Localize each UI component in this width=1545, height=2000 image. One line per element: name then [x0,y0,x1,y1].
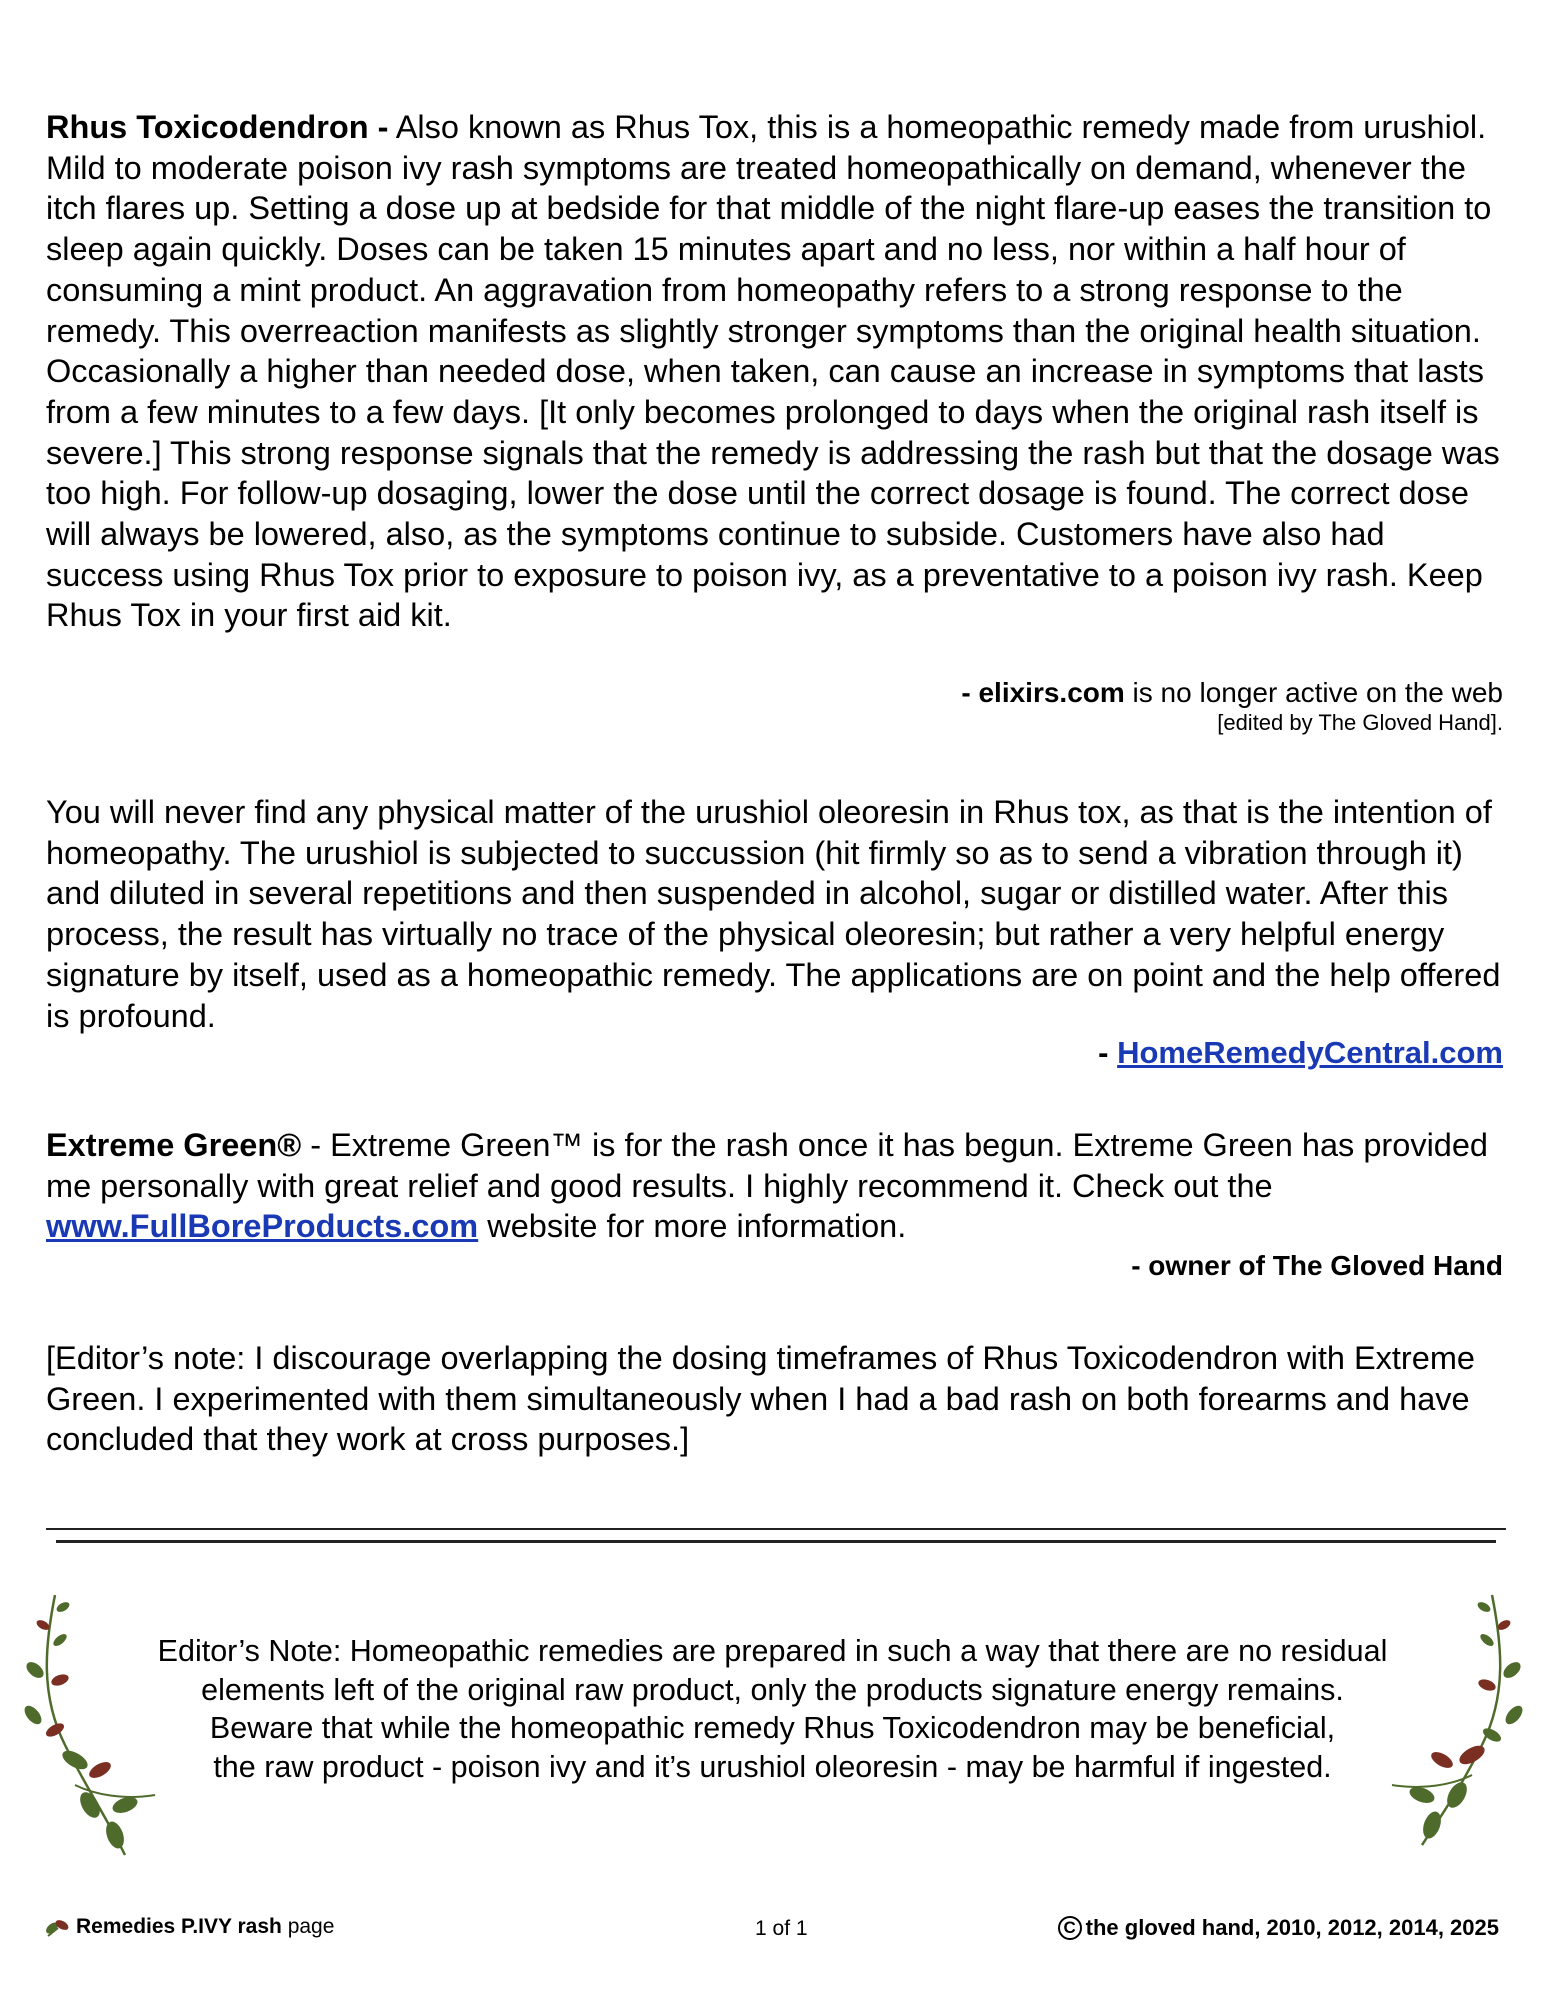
edited-note: [edited by The Gloved Hand]. [1217,710,1503,735]
editor-note-line: elements left of the original raw product, only the products signature energy remains. [201,1672,1344,1707]
editor-bracket-note: [Editor’s note: I discourage overlapping the dosing timeframes of Rhus Toxicodendron with Extreme Green. I experimented with them simultaneously when I had a bad rash on both forearms and have concluded that they work at cross purposes.] [46,1340,1475,1458]
homeremedy-attribution [1098,1034,1503,1072]
extreme-green-text: - Extreme Green™ is for the rash once it has begun. Extreme Green has provided me personally with great relief and good results. I highly recommend it. Check out the [46,1127,1489,1204]
rhus-tox-heading: Rhus Toxicodendron - [46,109,389,145]
editor-note-line: Editor’s Note: Homeopathic remedies are prepared in such a way that there are no residual [157,1634,1388,1668]
divider-line [46,1528,1506,1530]
attribution-dash: - [1098,1035,1118,1070]
editor-note-box [100,1632,1445,1786]
copyright-icon: C [1058,1916,1082,1940]
editor-note-line: Beware that while the homeopathic remedy Rhus Toxicodendron may be beneficial, [209,1711,1336,1745]
urushiol-paragraph: You will never find any physical matter of the urushiol oleoresin in Rhus tox, as that is the intention of homeopathy. The urushiol is subjected to succussion (hit firmly so as to send a vibration through it) and diluted in several repetitions and then suspended in alcohol, sugar or distilled water. After this process, the result has virtually no trace of the physical oleoresin; but rather a very helpful energy signature by itself, used as a homeopathic remedy. The applications are on point and the help offered is profound. [46,794,1501,1034]
owner-attribution-text: - owner of The Gloved Hand [1131,1250,1503,1281]
extreme-green-heading: Extreme Green® [46,1127,302,1163]
footer-title-bold: Remedies P.IVY rash [76,1915,282,1938]
divider-line-double [56,1540,1496,1543]
owner-attribution [1131,1249,1503,1283]
extreme-green-paragraph [46,1125,1506,1247]
elixirs-source: - elixirs.com [961,677,1125,708]
rhus-tox-text: Also known as Rhus Tox, this is a homeopathic remedy made from urushiol. Mild to moderate poison ivy rash symptoms are treated homeopathically on demand, whenever the itch flares up. Setting a dose up at bedside for that middle of the night flare-up eases the transition to sleep again quickly. Doses can be taken 15 minutes apart and no less, nor within a half hour of consuming a mint product. An aggravation from homeopathy refers to a strong response to the remedy. This overreaction manifests as slightly stronger symptoms than the original health situation. Occasionally a higher than needed dose, when taken, can cause an increase in symptoms that lasts from a few minutes to a few days. [It only becomes prolonged to days when the original rash itself is severe.] This strong response signals that the remedy is addressing the rash but that the dosage was too high. For follow-up dosaging, lower the dose until the correct dosage is found. The correct dose will always be lowered, also, as the symptoms continue to subside. Customers have also had success using Rhus Tox prior to exposure to poison ivy, as a preventative to a poison ivy rash. Keep Rhus Tox in your first aid kit. [46,109,1500,634]
page-number: 1 of 1 [755,1917,808,1940]
rhus-tox-paragraph [46,107,1506,636]
footer-title [44,1915,334,1939]
extreme-green-text-end: website for more information. [478,1208,907,1245]
copyright-text: the gloved hand, 2010, 2012, 2014, 2025 [1085,1915,1499,1940]
editor-note-line: the raw product - poison ivy and it’s urushiol oleoresin - may be harmful if ingested. [213,1749,1332,1784]
leaf-icon [44,1916,70,1938]
footer-title-rest: page [281,1915,335,1938]
homeremedycentral-link[interactable]: HomeRemedyCentral.com [1117,1035,1503,1070]
elixirs-attribution [961,676,1503,710]
elixirs-attribution-text: is no longer active on the web [1124,677,1503,708]
copyright-notice [1058,1915,1499,1941]
fullbore-products-link[interactable]: www.FullBoreProducts.com [46,1208,479,1245]
page-footer [0,1915,1545,1947]
